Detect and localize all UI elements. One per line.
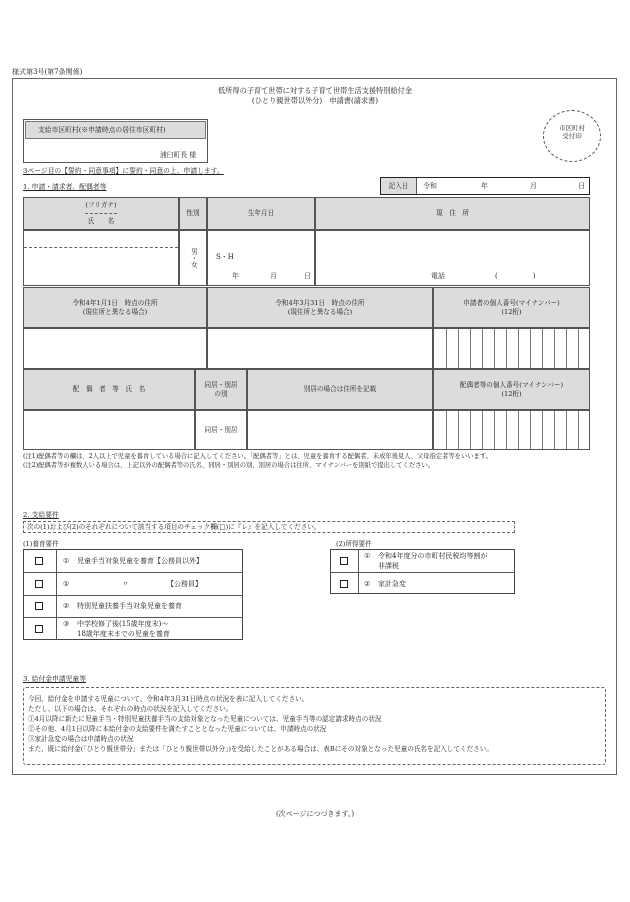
g2-item1-text: 令和4年度分の市町村民税均等割が [378, 552, 488, 560]
entry-date-label: 記入日 [381, 178, 417, 194]
furigana-label: (フリガナ) [85, 201, 117, 210]
addr-jan-header [23, 287, 207, 328]
spouse-name-header: 配 偶 者 等 氏 名 [23, 369, 195, 410]
recipient-line1: 支給市区町村(※申請時点の居住市区町村) [38, 126, 166, 134]
mynumber-l1: 申請者の個人番号(マイナンバー) [463, 298, 560, 307]
mynumber-header [433, 287, 590, 328]
section2-instruction: 次の(1)および(2)のそれぞれについて該当する項目のチェック欄(□)に『レ』を記入してください。 [27, 523, 321, 531]
g1-item3-checkbox[interactable] [35, 602, 43, 610]
entry-date-month: 月 [530, 182, 537, 190]
spouse-mynumber-l1: 配偶者等の個人番号(マイナンバー) [459, 380, 564, 389]
seal-line1: 市区町村 [559, 124, 585, 132]
dob-year: 年 [232, 272, 239, 280]
entry-date-year: 年 [481, 182, 488, 190]
addr-jan-l2: (現住所と異なる場合) [82, 307, 148, 316]
dob-era: S・H [216, 253, 234, 261]
phone-parens: ( ) [495, 272, 536, 280]
group2-title: (2)所得要件 [336, 540, 372, 548]
entry-date-era: 令和 [423, 182, 437, 190]
separate-addr-header: 別居の場合は住所を記載 [247, 369, 433, 410]
addr-jan-input[interactable] [23, 328, 207, 369]
group2-row-line [330, 572, 515, 573]
g1-item4-text2: 18歳年度末までの児童を養育 [77, 630, 170, 638]
g2-item2-num: ② [364, 580, 371, 588]
g1-item2-ditto: 〃 [122, 580, 129, 588]
section3-heading: 3. 給付金申請児童等 [23, 675, 87, 683]
addr-mar-l2: (現住所と異なる場合) [287, 307, 353, 316]
furigana-input[interactable] [24, 231, 178, 248]
name-input[interactable] [23, 230, 179, 286]
form-id: 様式第3号(第7条関係) [12, 68, 83, 76]
addr-mar-header [207, 287, 433, 328]
section2-heading: 2. 支給要件 [23, 511, 59, 519]
cohab-l1: 同居・別居 [204, 380, 238, 389]
receipt-seal [543, 110, 601, 162]
cohab-value[interactable]: 同居・別居 [195, 410, 247, 450]
section3-line2: ただし、以下の場合は、それぞれの時点の状況を記入してください。 [28, 705, 233, 713]
mynumber-l2: (12桁) [501, 307, 522, 316]
spouse-mynumber-digit-grid [446, 411, 590, 449]
recipient-line2: 浦臼町長 様 [160, 151, 197, 159]
dob-day: 日 [304, 272, 311, 280]
phone-label: 電話 [431, 272, 445, 280]
address-header: 現 住 所 [315, 197, 590, 230]
title-line2: (ひとり親世帯以外分) 申請書(請求書) [251, 96, 379, 105]
mynumber-digit-grid [446, 329, 590, 368]
section3-line3: ①4月以降に新たに児童手当・特別児童扶養手当の支給対象となった児童については、児童手当等の認定請求時点の状況 [28, 715, 382, 723]
g2-item1-text2: 非課税 [378, 562, 399, 570]
g1-item1-num: ① [63, 557, 70, 565]
g1-item1-text: 児童手当対象児童を養育【公務員以外】 [77, 557, 203, 565]
g1-item1-checkbox[interactable] [35, 557, 43, 565]
entry-date-day: 日 [578, 182, 585, 190]
spouse-mynumber-header [433, 369, 590, 410]
section1-heading: 1. 申請・請求者、配偶者等 [23, 183, 107, 191]
name-label: 氏 名 [85, 213, 116, 226]
g2-item2-checkbox[interactable] [340, 580, 348, 588]
cohab-header [195, 369, 247, 410]
section3-line4: ②その他、4月1日以降に本給付金の支給要件を満たすこととなった児童については、申請時点の状況 [28, 725, 327, 733]
group1-row-line [23, 595, 243, 596]
addr-mar-l1: 令和4年3月31日 時点の住所 [275, 298, 365, 307]
pledge-note: 3ページ目の【誓約・同意事項】に誓約・同意の上、申請します。 [23, 167, 224, 175]
spouse-mynumber-l2: (12桁) [501, 389, 522, 398]
g1-item2-checkbox[interactable] [35, 580, 43, 588]
separate-addr-input[interactable] [247, 410, 433, 450]
group1-title: (1)養育要件 [23, 540, 59, 548]
g1-item3-num: ② [63, 602, 70, 610]
addr-mar-input[interactable] [207, 328, 433, 369]
title-line1: 低所得の子育て世帯に対する子育て世帯生活支援特別給付金 [217, 86, 413, 95]
group1-row-line [23, 572, 243, 573]
g1-item4-checkbox[interactable] [35, 625, 43, 633]
spouse-name-input[interactable] [23, 410, 195, 450]
note2: (注2)配偶者等が複数人いる場合は、上記以外の配偶者等の氏名、同居・別居の別、別居の場合は住所、マイナンバーを別紙で提出してください。 [23, 462, 435, 469]
g2-item2-text: 家計急変 [378, 580, 406, 588]
g1-item4-num: ③ [63, 620, 70, 628]
name-header [23, 197, 179, 230]
g1-item3-text: 特別児童扶養手当対象児童を養育 [77, 602, 182, 610]
group1-row-line [23, 617, 243, 618]
cohab-l2: の別 [214, 389, 228, 398]
section3-line5: ③家計急変の場合は申請時点の状況 [28, 735, 134, 743]
seal-line2: 受付印 [562, 132, 582, 141]
section3-line1: 今回、給付金を申請する児童について、令和4年3月31日時点の状況を表に記入してください。 [28, 695, 309, 703]
gender-value[interactable]: 男・女 [179, 230, 207, 286]
section3-line6: また、既に給付金(「ひとり親世帯分」または「ひとり親世帯以外分」)を受給したことがある場合は、表Bにその対象となった児童の氏名を記入してください。 [28, 745, 493, 753]
note1: (注1)配偶者等の欄は、2人以上で児童を養育している場合に記入してください。「配偶者等」とは、児童を養育する配偶者、未成年後見人、父母指定者等をいいます。 [23, 453, 492, 460]
footer-continued: (次ページにつづきます。) [275, 810, 355, 818]
dob-header: 生年月日 [207, 197, 315, 230]
g1-item4-text: 中学校修了後(15歳年度末)～ [77, 620, 169, 628]
dob-month: 月 [270, 272, 277, 280]
g1-item2-text: 【公務員】 [167, 580, 202, 588]
g1-item2-num: ① [63, 580, 70, 588]
address-input[interactable] [315, 230, 590, 286]
g2-item1-num: ① [364, 552, 371, 560]
gender-header: 性別 [179, 197, 207, 230]
g2-item1-checkbox[interactable] [340, 557, 348, 565]
addr-jan-l1: 令和4年1月1日 時点の住所 [72, 298, 158, 307]
